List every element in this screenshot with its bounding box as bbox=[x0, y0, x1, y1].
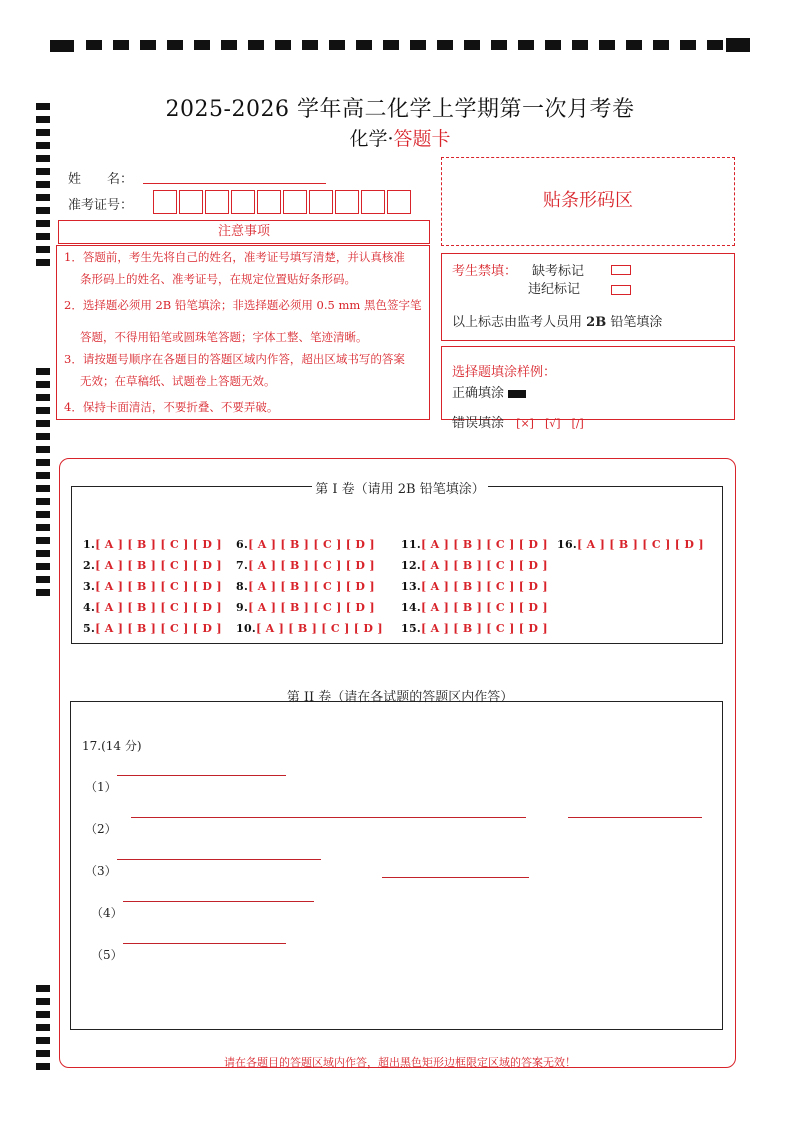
name-field[interactable] bbox=[143, 183, 326, 184]
question-number: 13. bbox=[401, 580, 422, 593]
answer-line[interactable] bbox=[117, 859, 321, 860]
question-options[interactable]: [ A ] [ B ] [ C ] [ D ] bbox=[421, 559, 548, 572]
note-line: 3．请按题号顺序在各题目的答题区域内作答，超出区域书写的答案 bbox=[64, 352, 405, 366]
proctor-note-suffix: 铅笔填涂 bbox=[610, 315, 663, 330]
footer-warning: 请在各题目的答题区域内作答，超出黑色矩形边框限定区域的答案无效！ bbox=[224, 1056, 576, 1069]
part-label: （3） bbox=[85, 864, 117, 878]
question-number: 4. bbox=[83, 601, 96, 614]
page-title: 2025-2026 学年高二化学上学期第一次月考卷 bbox=[165, 97, 635, 122]
question-options[interactable]: [ A ] [ B ] [ C ] [ D ] bbox=[421, 601, 548, 614]
question-options[interactable]: [ A ] [ B ] [ C ] [ D ] bbox=[248, 580, 375, 593]
violation-checkbox[interactable] bbox=[611, 285, 631, 295]
choice-question[interactable] bbox=[401, 559, 548, 572]
note-line: 答题，不得用铅笔或圆珠笔答题；字体工整、笔迹清晰。 bbox=[80, 330, 368, 344]
exam-id-digit-box[interactable] bbox=[179, 190, 203, 214]
answer-line[interactable] bbox=[123, 901, 314, 902]
answer-line[interactable] bbox=[117, 775, 286, 776]
choice-question[interactable] bbox=[83, 580, 222, 593]
forbidden-label: 考生禁填： bbox=[452, 264, 518, 279]
note-line: 条形码上的姓名、准考证号，在规定位置贴好条形码。 bbox=[80, 272, 356, 286]
part-label: （4） bbox=[91, 906, 123, 920]
question-options[interactable]: [ A ] [ B ] [ C ] [ D ] bbox=[95, 601, 222, 614]
question-options[interactable]: [ A ] [ B ] [ C ] [ D ] bbox=[421, 622, 548, 635]
choice-question[interactable] bbox=[401, 601, 548, 614]
question-number: 15. bbox=[401, 622, 422, 635]
choice-question[interactable] bbox=[401, 580, 548, 593]
exam-id-digit-box[interactable] bbox=[205, 190, 229, 214]
exam-id-digit-box[interactable] bbox=[361, 190, 385, 214]
exam-id-digit-box[interactable] bbox=[309, 190, 333, 214]
proctor-note-bold: 2B bbox=[586, 315, 607, 330]
notes-heading: 注意事项 bbox=[58, 220, 430, 244]
question-number: 5. bbox=[83, 622, 96, 635]
question-number: 8. bbox=[236, 580, 249, 593]
exam-id-digit-box[interactable] bbox=[387, 190, 411, 214]
question-number: 6. bbox=[236, 538, 249, 551]
part-label: （5） bbox=[91, 948, 123, 962]
note-line: 1．答题前，考生先将自己的姓名，准考证号填写清楚，并认真核准 bbox=[64, 250, 405, 264]
correct-label: 正确填涂 bbox=[452, 386, 505, 401]
choice-question[interactable] bbox=[83, 559, 222, 572]
question-options[interactable]: [ A ] [ B ] [ C ] [ D ] bbox=[95, 538, 222, 551]
question-options[interactable]: [ A ] [ B ] [ C ] [ D ] bbox=[248, 538, 375, 551]
question-number: 11. bbox=[401, 538, 422, 551]
question-number: 10. bbox=[236, 622, 257, 635]
choice-question[interactable] bbox=[83, 538, 222, 551]
question-options[interactable]: [ A ] [ B ] [ C ] [ D ] bbox=[421, 580, 548, 593]
exam-id-digit-box[interactable] bbox=[153, 190, 177, 214]
part-label: （1） bbox=[85, 780, 117, 794]
question-options[interactable]: [ A ] [ B ] [ C ] [ D ] bbox=[248, 559, 375, 572]
question-number: 3. bbox=[83, 580, 96, 593]
answer-line[interactable] bbox=[123, 943, 286, 944]
question-number: 14. bbox=[401, 601, 422, 614]
choice-question[interactable] bbox=[236, 538, 375, 551]
question-options[interactable]: [ A ] [ B ] [ C ] [ D ] bbox=[95, 580, 222, 593]
proctor-note bbox=[452, 311, 662, 330]
question-number: 2. bbox=[83, 559, 96, 572]
note-line: 4．保持卡面清洁，不要折叠、不要弄破。 bbox=[64, 400, 279, 414]
answer-line[interactable] bbox=[131, 817, 526, 818]
proctor-note-prefix: 以上标志由监考人员用 bbox=[452, 315, 583, 330]
note-line: 无效；在草稿纸、试题卷上答题无效。 bbox=[80, 374, 276, 388]
question-options[interactable]: [ A ] [ B ] [ C ] [ D ] bbox=[421, 538, 548, 551]
choice-question[interactable] bbox=[236, 580, 375, 593]
absent-label: 缺考标记 bbox=[532, 264, 585, 279]
choice-question[interactable] bbox=[83, 622, 222, 635]
section-1-title-text: 第 I 卷（请用 2B 铅笔填涂） bbox=[312, 482, 488, 497]
question-options[interactable]: [ A ] [ B ] [ C ] [ D ] bbox=[95, 559, 222, 572]
part-label: （2） bbox=[85, 822, 117, 836]
correct-sample bbox=[452, 382, 526, 401]
exam-id-digit-box[interactable] bbox=[335, 190, 359, 214]
exam-id-label: 准考证号： bbox=[68, 198, 134, 213]
wrong-sample bbox=[452, 412, 584, 431]
choice-question[interactable] bbox=[236, 622, 383, 635]
choice-question[interactable] bbox=[236, 601, 375, 614]
question-number: 16. bbox=[557, 538, 578, 551]
question-options[interactable]: [ A ] [ B ] [ C ] [ D ] bbox=[256, 622, 383, 635]
question-options[interactable]: [ A ] [ B ] [ C ] [ D ] bbox=[577, 538, 704, 551]
exam-id-digit-box[interactable] bbox=[283, 190, 307, 214]
note-line: 2．选择题必须用 2B 铅笔填涂；非选择题必须用 0.5 mm 黑色签字笔 bbox=[64, 298, 422, 312]
section-1-title bbox=[0, 478, 800, 497]
violation-label: 违纪标记 bbox=[528, 282, 581, 297]
section-2-frame bbox=[70, 701, 723, 1030]
absent-checkbox[interactable] bbox=[611, 265, 631, 275]
wrong-label: 错误填涂 bbox=[452, 416, 505, 431]
question-number: 1. bbox=[83, 538, 96, 551]
question-number: 7. bbox=[236, 559, 249, 572]
name-label: 姓 名： bbox=[68, 172, 134, 187]
answer-line[interactable] bbox=[568, 817, 702, 818]
question-options[interactable]: [ A ] [ B ] [ C ] [ D ] bbox=[248, 601, 375, 614]
choice-question[interactable] bbox=[557, 538, 704, 551]
question-17-label: 17.(14 分) bbox=[82, 739, 142, 753]
sample-label: 选择题填涂样例： bbox=[452, 365, 557, 380]
choice-question[interactable] bbox=[236, 559, 375, 572]
exam-id-digit-box[interactable] bbox=[257, 190, 281, 214]
choice-question[interactable] bbox=[83, 601, 222, 614]
choice-question[interactable] bbox=[401, 622, 548, 635]
question-options[interactable]: [ A ] [ B ] [ C ] [ D ] bbox=[95, 622, 222, 635]
question-number: 12. bbox=[401, 559, 422, 572]
filled-mark-icon bbox=[508, 390, 526, 398]
section-2-title: 第 II 卷（请在各试题的答题区内作答） bbox=[286, 690, 514, 705]
question-number: 9. bbox=[236, 601, 249, 614]
answer-line[interactable] bbox=[382, 877, 529, 878]
page-subtitle bbox=[0, 124, 800, 151]
barcode-area: 贴条形码区 bbox=[441, 157, 735, 246]
exam-id-digit-box[interactable] bbox=[231, 190, 255, 214]
choice-question[interactable] bbox=[401, 538, 548, 551]
wrong-marks: [×] [√] [/] bbox=[516, 417, 584, 430]
subtitle-subject: 化学· bbox=[349, 128, 394, 150]
subtitle-answer-card: 答题卡 bbox=[393, 128, 451, 150]
